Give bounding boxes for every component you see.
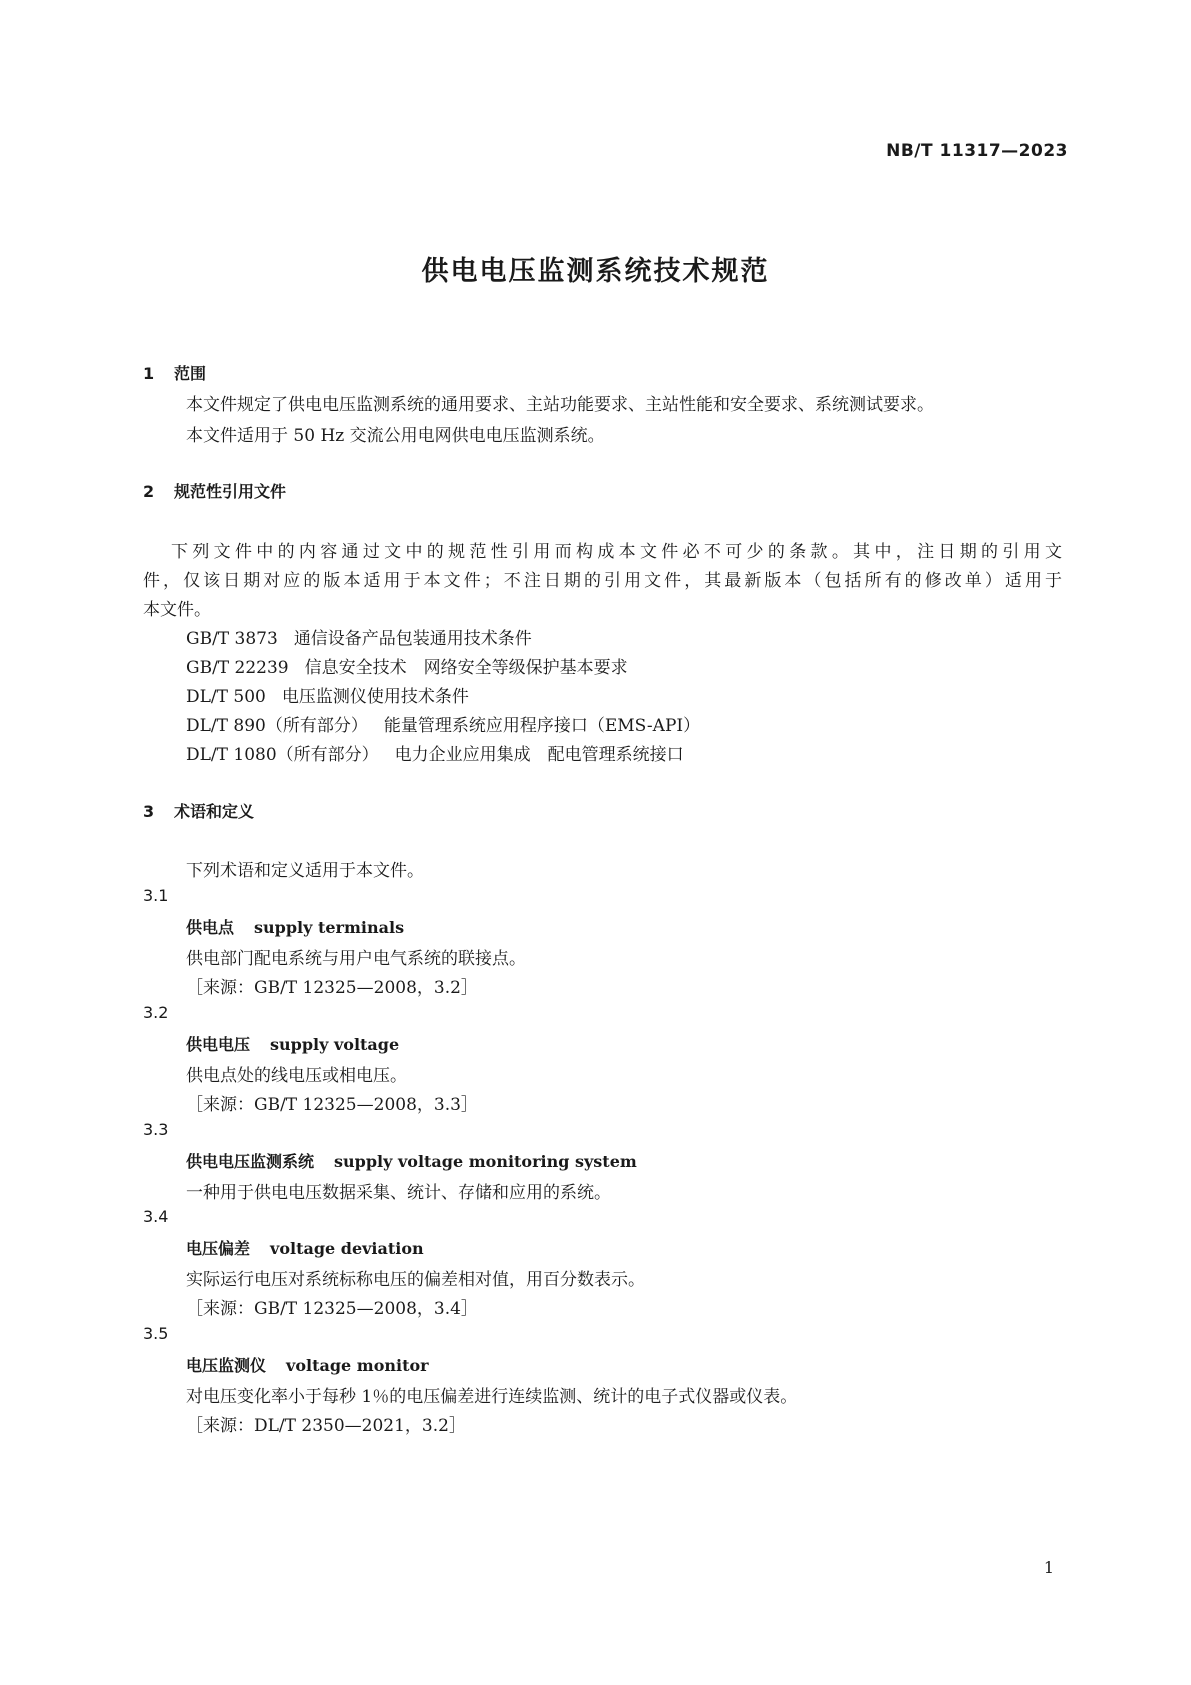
term-number: 3.4 [143, 1207, 169, 1226]
references-intro-line: 下列文件中的内容通过文中的规范性引用而构成本文件必不可少的条款。其中，注日期的引用文 [171, 542, 1062, 562]
reference-title: 通信设备产品包装通用技术条件 [293, 629, 532, 649]
clause-1-heading [143, 361, 206, 384]
term-source: ［来源：GB/T 12325—2008，3.2］ [186, 978, 478, 998]
term-heading [186, 1236, 424, 1259]
term-heading [186, 915, 404, 938]
reference-code: GB/T 3873 [186, 629, 278, 649]
reference-code: DL/T 1080（所有部分） [186, 745, 379, 765]
reference-title: 信息安全技术 网络安全等级保护基本要求 [304, 658, 628, 678]
term-number: 3.3 [143, 1120, 169, 1139]
references-intro-line: 本文件。 [143, 600, 211, 620]
term-heading [186, 1353, 429, 1376]
reference-code: GB/T 22239 [186, 658, 289, 678]
term-source: ［来源：GB/T 12325—2008，3.4］ [186, 1299, 478, 1319]
reference-item [186, 682, 469, 707]
reference-item [186, 740, 684, 765]
references-intro-line: 件，仅该日期对应的版本适用于本文件；不注日期的引用文件，其最新版本（包括所有的修改单）适用于 [143, 571, 1062, 591]
term-number: 3.1 [143, 886, 169, 905]
term-zh: 电压监测仪 [186, 1356, 267, 1375]
term-source: ［来源：DL/T 2350—2021，3.2］ [186, 1416, 466, 1436]
clause-title: 术语和定义 [174, 802, 255, 821]
term-definition: 供电点处的线电压或相电压。 [186, 1066, 407, 1086]
term-definition: 一种用于供电电压数据采集、统计、存储和应用的系统。 [186, 1183, 611, 1203]
term-en: supply voltage [270, 1035, 400, 1054]
terms-intro: 下列术语和定义适用于本文件。 [186, 861, 424, 881]
reference-title: 电力企业应用集成 配电管理系统接口 [394, 745, 684, 765]
term-en: supply voltage monitoring system [334, 1152, 637, 1171]
clause-number: 1 [143, 364, 155, 383]
term-en: supply terminals [254, 918, 405, 937]
clause-number: 2 [143, 482, 155, 501]
clause-number: 3 [143, 802, 155, 821]
term-definition: 对电压变化率小于每秒 1％的电压偏差进行连续监测、统计的电子式仪器或仪表。 [186, 1387, 798, 1407]
term-heading [186, 1032, 399, 1055]
reference-code: DL/T 500 [186, 687, 266, 707]
clause-2-heading [143, 479, 286, 502]
clause-title: 规范性引用文件 [174, 482, 287, 501]
term-zh: 供电电压 [186, 1035, 251, 1054]
reference-item [186, 624, 532, 649]
page-number: 1 [1043, 1558, 1054, 1577]
term-en: voltage deviation [270, 1239, 424, 1258]
clause-3-heading [143, 799, 254, 822]
reference-code: DL/T 890（所有部分） [186, 716, 368, 736]
reference-title: 能量管理系统应用程序接口（EMS-API） [383, 716, 701, 736]
term-source: ［来源：GB/T 12325—2008，3.3］ [186, 1095, 478, 1115]
term-zh: 电压偏差 [186, 1239, 251, 1258]
term-definition: 供电部门配电系统与用户电气系统的联接点。 [186, 949, 526, 969]
clause-title: 范围 [174, 364, 207, 383]
reference-title: 电压监测仪使用技术条件 [281, 687, 469, 707]
scope-paragraph: 本文件规定了供电电压监测系统的通用要求、主站功能要求、主站性能和安全要求、系统测试要求。 [186, 395, 934, 415]
standard-number: NB/T 11317—2023 [886, 141, 1068, 161]
term-definition: 实际运行电压对系统标称电压的偏差相对值，用百分数表示。 [186, 1270, 645, 1290]
document-title: 供电电压监测系统技术规范 [421, 256, 770, 287]
reference-item [186, 711, 700, 736]
reference-item [186, 653, 628, 678]
scope-paragraph: 本文件适用于 50 Hz 交流公用电网供电电压监测系统。 [186, 426, 605, 446]
term-heading [186, 1149, 637, 1172]
term-zh: 供电点 [186, 918, 235, 937]
term-zh: 供电电压监测系统 [186, 1152, 315, 1171]
term-number: 3.2 [143, 1003, 169, 1022]
term-number: 3.5 [143, 1324, 169, 1343]
term-en: voltage monitor [286, 1356, 429, 1375]
